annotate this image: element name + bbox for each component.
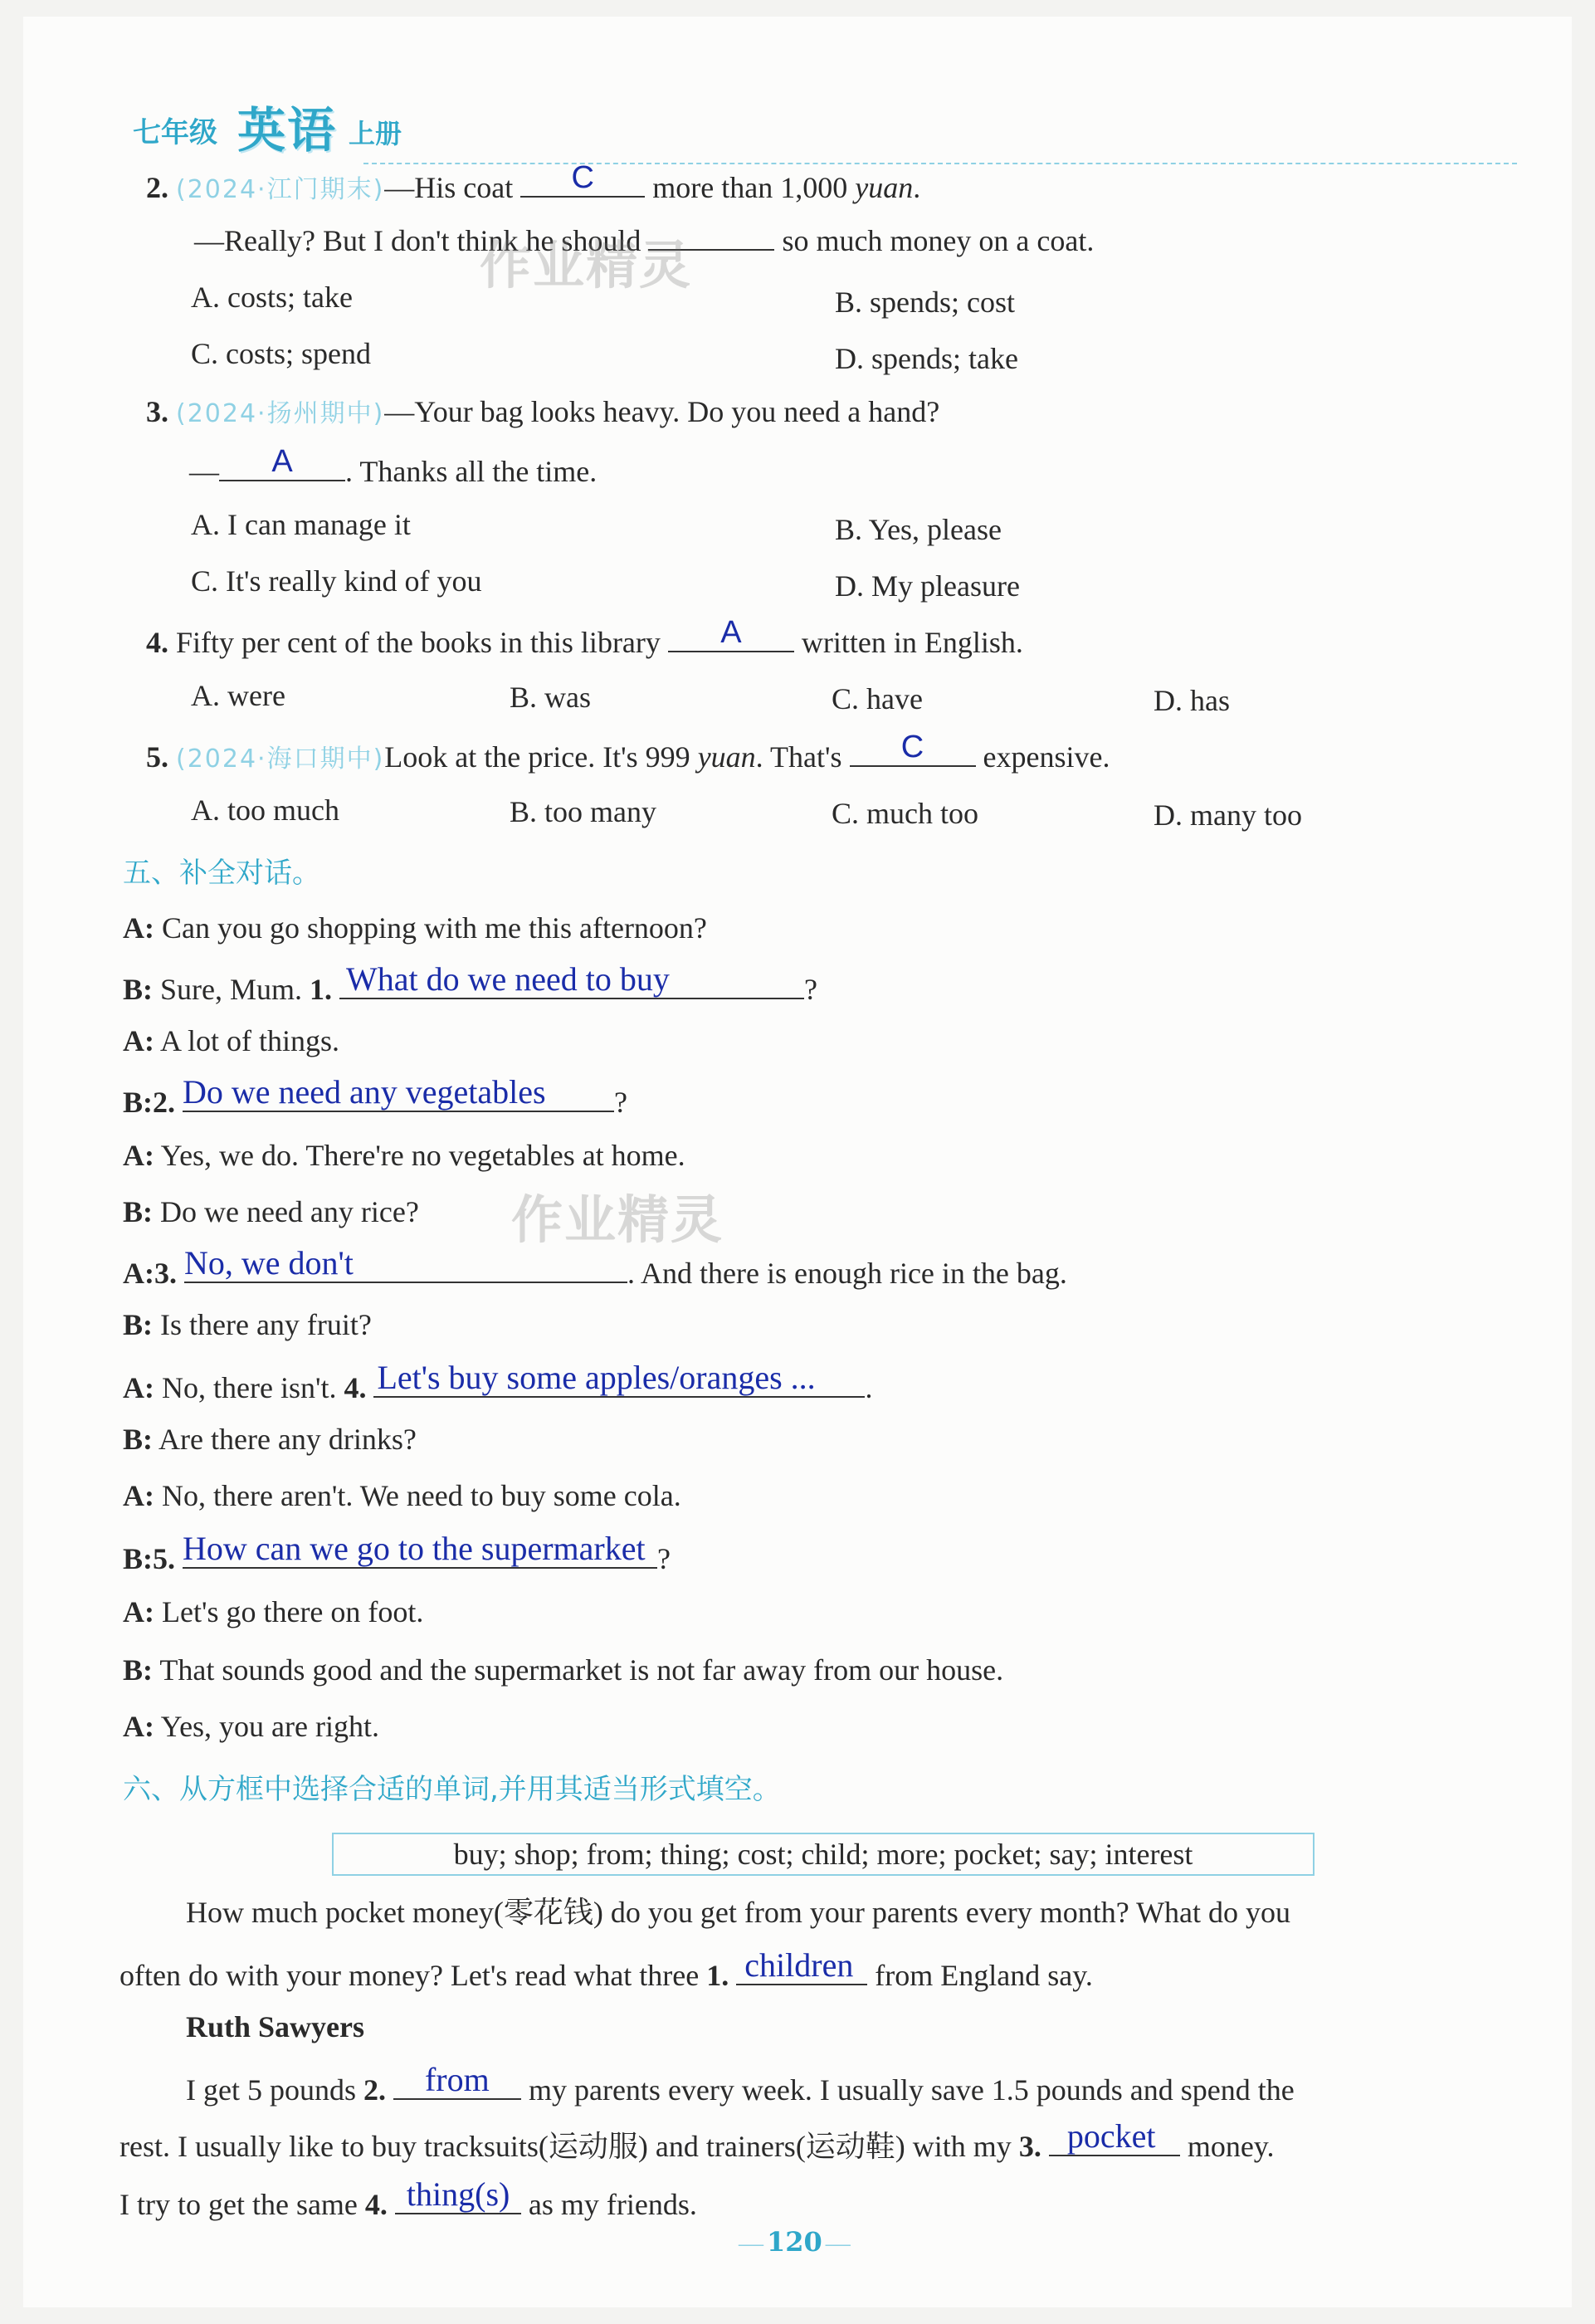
speaker: A: bbox=[123, 1479, 154, 1512]
q2-stem bbox=[146, 160, 921, 207]
person-name: Ruth Sawyers bbox=[186, 2010, 365, 2043]
passage-text: from England say. bbox=[875, 1959, 1093, 1992]
blank-number: 2. bbox=[363, 2073, 386, 2107]
dialog-line-12 bbox=[123, 1530, 671, 1575]
dialog-end: ? bbox=[614, 1086, 627, 1119]
dialog-line-7 bbox=[123, 1244, 1067, 1290]
watermark-middle: 作业精灵 bbox=[511, 1189, 724, 1250]
q2-text-a: —His coat bbox=[384, 171, 514, 204]
passage-answer-3: pocket bbox=[1066, 2117, 1156, 2155]
dialog-text: A lot of things. bbox=[160, 1024, 340, 1057]
q5-option-b: B. too many bbox=[510, 795, 656, 828]
passage-answer-1: children bbox=[744, 1946, 854, 1984]
q4-option-b: B. was bbox=[510, 681, 591, 714]
dialog-text: Yes, you are right. bbox=[160, 1710, 379, 1743]
dialog-text: Are there any drinks? bbox=[159, 1423, 417, 1456]
q3-option-b: B. Yes, please bbox=[835, 513, 1002, 546]
q2-period: . bbox=[913, 171, 921, 204]
q2-source: (2024·江门期末) bbox=[176, 175, 385, 204]
passage-line-4 bbox=[120, 2117, 1275, 2163]
passage-line-5 bbox=[120, 2175, 697, 2221]
word-box: buy; shop; from; thing; cost; child; more; pocket; say; interest bbox=[332, 1833, 1315, 1876]
q5-text-a: Look at the price. It's 999 bbox=[384, 740, 690, 774]
dialog-line-10 bbox=[123, 1423, 417, 1456]
q3-number: 3. bbox=[146, 395, 168, 428]
dialog-text: That sounds good and the supermarket is not far away from our house. bbox=[159, 1653, 1004, 1687]
q4-answer-blank bbox=[668, 615, 794, 652]
header-subject: 英语 bbox=[237, 102, 338, 159]
passage-text: I try to get the same bbox=[120, 2188, 358, 2221]
dialog-answer-4: Let's buy some apples/oranges ... bbox=[377, 1359, 816, 1396]
speaker: B: bbox=[123, 1423, 153, 1456]
section5-title: 五、补全对话。 bbox=[123, 857, 320, 890]
q5-option-d: D. many too bbox=[1154, 798, 1302, 832]
speaker: A: bbox=[123, 911, 154, 945]
q5-text-a2: . That's bbox=[755, 740, 842, 774]
q4-answer: A bbox=[720, 615, 742, 650]
blank-number: 1. bbox=[706, 1959, 729, 1992]
dialog-end: . bbox=[865, 1371, 873, 1404]
q2-yuan: yuan bbox=[855, 171, 914, 204]
q3-line2 bbox=[189, 444, 598, 488]
dialog-blank-5 bbox=[183, 1530, 657, 1569]
footer-dash-right: — bbox=[825, 2229, 851, 2257]
dialog-text: Yes, we do. There're no vegetables at home. bbox=[160, 1139, 685, 1172]
q3-dash: — bbox=[189, 455, 219, 488]
dialog-blank-3 bbox=[184, 1244, 627, 1283]
passage-blank-4 bbox=[395, 2175, 521, 2214]
q2-text-b: more than 1,000 bbox=[652, 171, 848, 204]
q4-number: 4. bbox=[146, 626, 168, 659]
dialog-line-4 bbox=[123, 1073, 627, 1119]
q4-text-b: written in English. bbox=[801, 626, 1023, 659]
q3-line2-b: . Thanks all the time. bbox=[345, 455, 598, 488]
speaker: A: bbox=[123, 1024, 154, 1057]
passage-blank-2 bbox=[393, 2061, 521, 2100]
q5-answer: C bbox=[900, 730, 924, 764]
dialog-line-2 bbox=[123, 960, 817, 1006]
speaker: B: bbox=[123, 1086, 153, 1119]
blank-number: 3. bbox=[154, 1257, 177, 1290]
q5-option-c: C. much too bbox=[832, 797, 978, 830]
q4-text-a: Fifty per cent of the books in this library bbox=[176, 626, 661, 659]
passage-blank-3 bbox=[1049, 2117, 1180, 2156]
passage-answer-2: from bbox=[424, 2061, 490, 2098]
passage-text: often do with your money? Let's read what three bbox=[120, 1959, 700, 1992]
dialog-text: No, there aren't. We need to buy some cola. bbox=[162, 1479, 681, 1512]
dialog-end: ? bbox=[804, 973, 817, 1006]
page-footer bbox=[739, 2226, 851, 2258]
speaker: A: bbox=[123, 1139, 154, 1172]
dialog-text: Sure, Mum. bbox=[160, 973, 302, 1006]
q3-option-d: D. My pleasure bbox=[835, 569, 1020, 603]
speaker: A: bbox=[123, 1371, 154, 1404]
footer-dash-left: — bbox=[739, 2229, 763, 2257]
q3-text: —Your bag looks heavy. Do you need a hand? bbox=[384, 395, 940, 428]
dialog-text: No, there isn't. bbox=[162, 1371, 337, 1404]
dialog-line-3 bbox=[123, 1024, 339, 1057]
passage-line-2 bbox=[120, 1946, 1093, 1992]
q2-option-c: C. costs; spend bbox=[191, 337, 372, 370]
dialog-line-6 bbox=[123, 1195, 419, 1228]
blank-number: 5. bbox=[153, 1542, 175, 1575]
dialog-answer-3: No, we don't bbox=[184, 1244, 354, 1282]
q4-option-a: A. were bbox=[191, 679, 285, 712]
blank-number: 4. bbox=[364, 2188, 388, 2221]
dialog-blank-4 bbox=[373, 1359, 865, 1398]
q5-answer-blank bbox=[850, 730, 976, 767]
speaker: B: bbox=[123, 973, 153, 1006]
q4-option-d: D. has bbox=[1154, 684, 1230, 717]
q2-option-a: A. costs; take bbox=[191, 281, 353, 314]
header-grade: 七年级 bbox=[133, 116, 217, 149]
q3-answer: A bbox=[271, 444, 293, 479]
passage-text: as my friends. bbox=[528, 2188, 697, 2221]
q5-stem bbox=[146, 730, 1110, 776]
passage-line-1: How much pocket money(零花钱) do you get from your parents every month? What do you bbox=[186, 1896, 1291, 1929]
q2-line2-a: —Really? But I don't think he should bbox=[194, 224, 641, 257]
blank-number: 1. bbox=[310, 973, 332, 1006]
passage-text: I get 5 pounds bbox=[186, 2073, 356, 2107]
header-volume: 上册 bbox=[349, 118, 402, 149]
dialog-line-15 bbox=[123, 1710, 379, 1743]
watermark-top: 作业精灵 bbox=[480, 235, 693, 295]
speaker: B: bbox=[123, 1195, 153, 1228]
passage-text: money. bbox=[1187, 2130, 1275, 2163]
passage-text: my parents every week. I usually save 1.5 pounds and spend the bbox=[528, 2073, 1295, 2107]
dialog-blank-2 bbox=[183, 1073, 614, 1112]
passage-answer-4: thing(s) bbox=[406, 2175, 510, 2213]
q2-option-b: B. spends; cost bbox=[835, 286, 1016, 319]
dialog-end: ? bbox=[657, 1542, 671, 1575]
dialog-text: Do we need any rice? bbox=[160, 1195, 419, 1228]
blank-number: 3. bbox=[1018, 2130, 1041, 2163]
q2-number: 2. bbox=[146, 171, 168, 204]
q2-answer: C bbox=[571, 160, 594, 195]
q2-option-d: D. spends; take bbox=[835, 342, 1018, 375]
dialog-answer-2: Do we need any vegetables bbox=[183, 1073, 546, 1111]
speaker: B: bbox=[123, 1542, 153, 1575]
q2-line2-b: so much money on a coat. bbox=[782, 224, 1095, 257]
q5-yuan: yuan bbox=[697, 740, 756, 774]
speaker: A: bbox=[123, 1595, 154, 1628]
dialog-line-1 bbox=[123, 911, 707, 945]
passage-text: rest. I usually like to buy tracksuits(运动服) and trainers(运动鞋) with my bbox=[120, 2130, 1012, 2163]
blank-number: 2. bbox=[153, 1086, 175, 1119]
q3-option-a: A. I can manage it bbox=[191, 508, 411, 541]
dialog-text: Can you go shopping with me this afternoon? bbox=[162, 911, 707, 945]
q5-number: 5. bbox=[146, 740, 168, 774]
q5-source: (2024·海口期中) bbox=[176, 745, 385, 774]
dialog-line-8 bbox=[123, 1308, 372, 1341]
dialog-answer-5: How can we go to the supermarket bbox=[183, 1530, 646, 1567]
section6-title: 六、从方框中选择合适的单词,并用其适当形式填空。 bbox=[123, 1773, 781, 1806]
dialog-end: . And there is enough rice in the bag. bbox=[627, 1257, 1067, 1290]
dialog-line-5 bbox=[123, 1139, 685, 1172]
q5-option-a: A. too much bbox=[191, 793, 339, 827]
q3-answer-blank bbox=[219, 444, 345, 481]
q4-option-c: C. have bbox=[832, 682, 923, 715]
dialog-line-13 bbox=[123, 1595, 423, 1628]
passage-blank-1 bbox=[736, 1946, 867, 1985]
q3-stem bbox=[146, 395, 939, 431]
q3-option-c: C. It's really kind of you bbox=[191, 564, 482, 598]
q5-text-b: expensive. bbox=[983, 740, 1110, 774]
blank-number: 4. bbox=[344, 1371, 367, 1404]
dialog-line-9 bbox=[123, 1359, 873, 1404]
speaker: A: bbox=[123, 1710, 154, 1743]
q3-source: (2024·扬州期中) bbox=[176, 399, 385, 428]
speaker: A: bbox=[123, 1257, 154, 1290]
dialog-line-11 bbox=[123, 1479, 681, 1512]
page bbox=[23, 17, 1572, 2307]
dialog-line-14 bbox=[123, 1653, 1003, 1687]
speaker: B: bbox=[123, 1308, 153, 1341]
speaker: B: bbox=[123, 1653, 153, 1687]
dialog-answer-1: What do we need to buy bbox=[346, 960, 670, 998]
dialog-text: Is there any fruit? bbox=[160, 1308, 372, 1341]
q4-stem bbox=[146, 615, 1023, 659]
dialog-blank-1 bbox=[339, 960, 804, 999]
q2-answer-blank bbox=[520, 160, 645, 198]
page-number: 120 bbox=[767, 2226, 822, 2258]
dialog-text: Let's go there on foot. bbox=[162, 1595, 424, 1628]
passage-line-3 bbox=[186, 2061, 1295, 2107]
